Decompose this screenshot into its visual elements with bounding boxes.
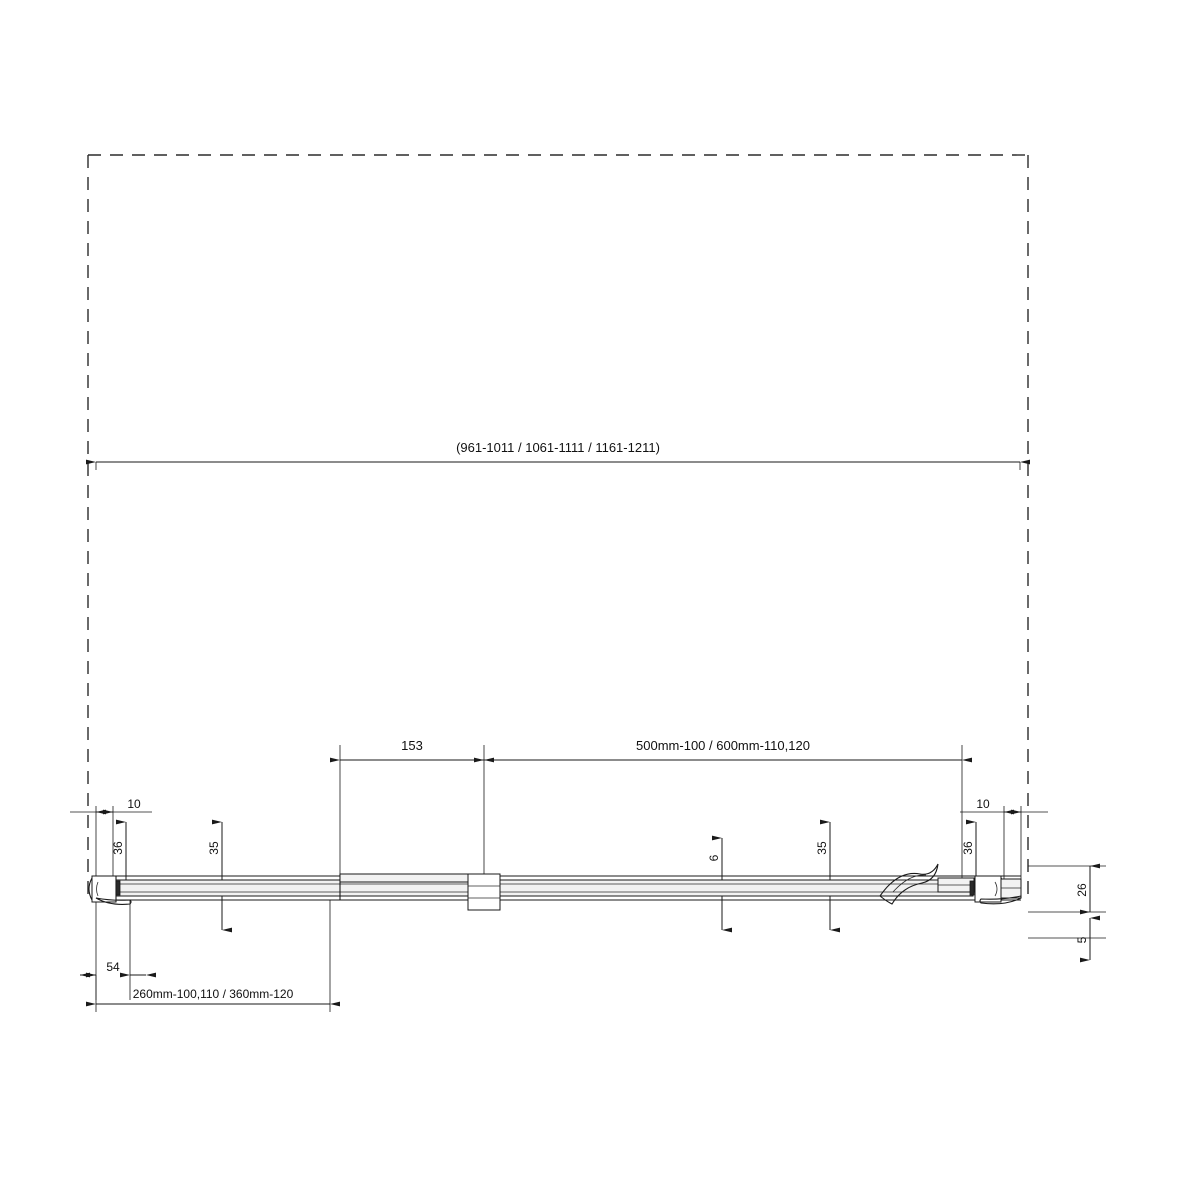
dimension-bottom-left-range	[96, 900, 330, 1012]
dimension-left-profile-depth-label: 36	[111, 841, 125, 855]
dimension-bottom-left-small	[80, 900, 146, 1000]
dimension-section-foot-right-label: 5	[1075, 936, 1089, 944]
right-seal-gasket	[970, 881, 974, 895]
dimension-right-profile-depth-label: 36	[961, 841, 975, 855]
dimension-glass-setback-left-label: 35	[207, 841, 221, 855]
opening-outline	[88, 155, 1028, 900]
right-wall-profile	[975, 876, 1021, 902]
dimension-bottom-left-small-label: 54	[106, 960, 120, 974]
dimension-section-height-right	[1028, 866, 1106, 960]
dimension-overall-width-label: (961-1011 / 1061-1111 / 1161-1211)	[456, 440, 660, 455]
dimension-right-profile-top-label: 10	[976, 797, 990, 811]
dimension-panel-offset	[340, 738, 484, 885]
enclosure-section	[89, 864, 1021, 910]
dimension-section-height-right-label: 26	[1075, 883, 1089, 897]
glass-panel-band	[113, 880, 973, 896]
dimension-panel-offset-label: 153	[401, 738, 423, 753]
dimension-left-profile-top-label: 10	[127, 797, 141, 811]
dimension-bottom-left-range-label: 260mm-100,110 / 360mm-120	[132, 987, 294, 1001]
dimension-glass-thickness-label: 6	[707, 854, 721, 862]
left-wall-profile	[89, 876, 116, 902]
dimension-door-opening	[484, 738, 962, 885]
panel-connector-block	[468, 874, 500, 910]
fixed-panel-top-rail	[340, 874, 468, 882]
door-stile-right	[938, 878, 974, 892]
dimension-glass-setback-right-label: 35	[815, 841, 829, 855]
left-seal-gasket	[116, 881, 120, 895]
dimension-door-opening-label: 500mm-100 / 600mm-110,120	[636, 738, 810, 753]
dimension-overall-width	[96, 440, 1020, 470]
